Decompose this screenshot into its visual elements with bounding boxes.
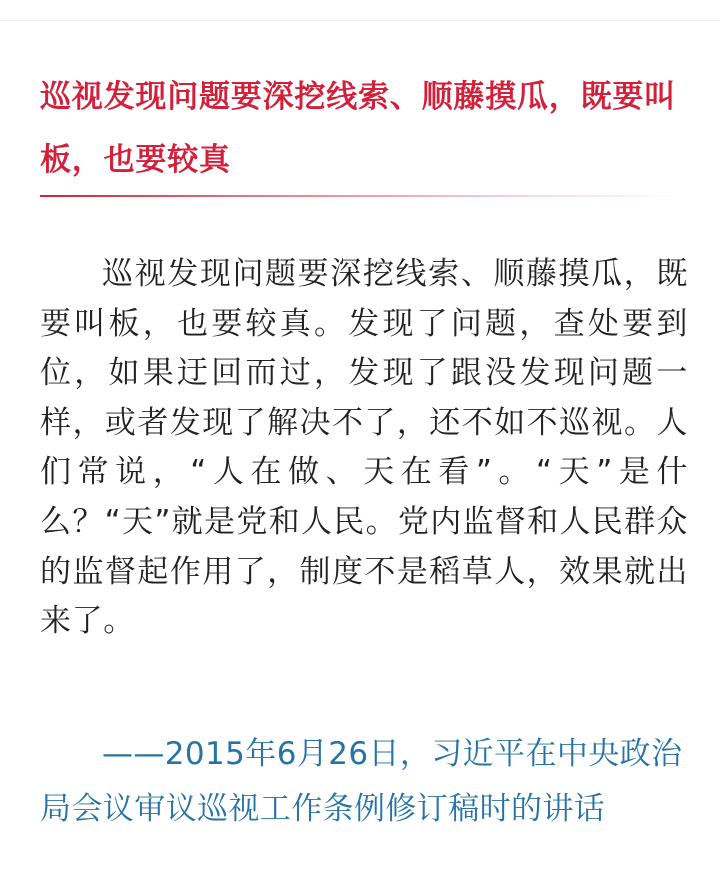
quote-source: ——2015年6月26日，习近平在中央政治局会议审议巡视工作条例修订稿时的讲话: [40, 736, 683, 827]
article-body: 巡视发现问题要深挖线索、顺藤摸瓜，既要叫板，也要较真。发现了问题，查处要到位，如果迂回而过，发现了跟没发现问题一样，或者发现了解决不了，还不如不巡视。人们常说，“人在做、天在看”。“天”是什么？“天”就是党和人民。党内监督和人民群众的监督起作用了，制度不是稻草人，效果就出来了。: [40, 256, 688, 640]
title-divider: [40, 195, 680, 197]
article-title: 巡视发现问题要深挖线索、顺藤摸瓜，既要叫板，也要较真: [40, 79, 676, 178]
top-separator: [0, 20, 720, 21]
